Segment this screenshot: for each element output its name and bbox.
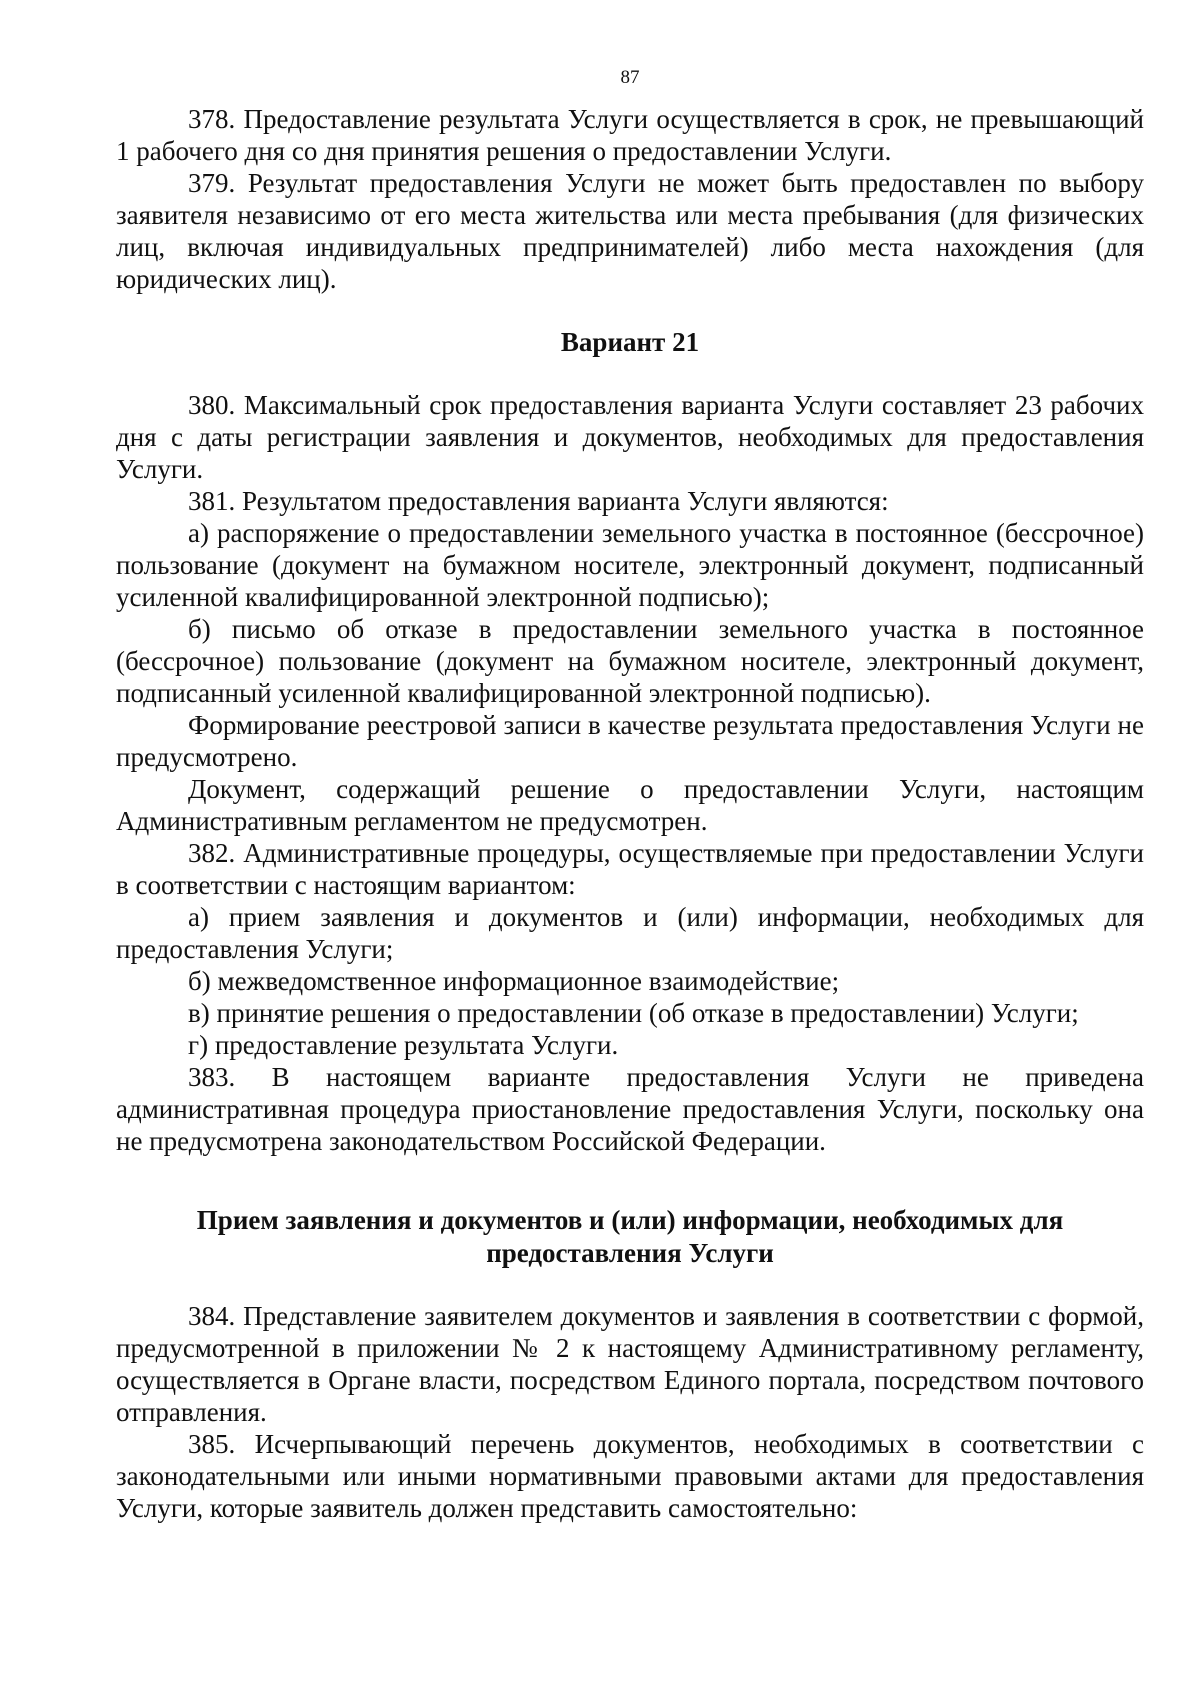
- paragraph-382-g: г) предоставление результата Услуги.: [188, 1030, 619, 1060]
- paragraph-380: 380. Максимальный срок предоставления варианта Услуги составляет 23 рабочих дня с даты регистрации заявления и документов, необходимых для предоставления Услуги.: [116, 390, 1144, 484]
- paragraph-registry-record: Формирование реестровой записи в качестве результата предоставления Услуги не предусмотрено.: [116, 710, 1144, 772]
- paragraph-382: 382. Административные процедуры, осуществляемые при предоставлении Услуги в соответствии с настоящим вариантом:: [116, 838, 1144, 900]
- heading-line-1: Прием заявления и документов и (или) информации, необходимых для: [196, 1205, 1064, 1235]
- paragraph-382-v: в) принятие решения о предоставлении (об отказе в предоставлении) Услуги;: [188, 998, 1079, 1028]
- heading-variant-21: Вариант 21: [560, 327, 700, 357]
- paragraph-383: 383. В настоящем варианте предоставления Услуги не приведена административная процедура приостановление предоставления Услуги, поскольку она не предусмотрена законодательством Российской Федерации.: [116, 1062, 1144, 1156]
- paragraph-384: 384. Представление заявителем документов и заявления в соответствии с формой, предусмотренной в приложении № 2 к настоящему Административному регламенту, осуществляется в Органе власти, посредством Единого портала, посредством почтового отправления.: [116, 1301, 1144, 1427]
- page-number: 87: [620, 67, 640, 88]
- paragraph-decision-document: Документ, содержащий решение о предоставлении Услуги, настоящим Административным регламентом не предусмотрен.: [116, 774, 1144, 836]
- paragraph-381-b: б) письмо об отказе в предоставлении земельного участка в постоянное (бессрочное) пользование (документ на бумажном носителе, электронный документ, подписанный усиленной квалифицированной электронной подписью).: [116, 614, 1144, 708]
- paragraph-382-b: б) межведомственное информационное взаимодействие;: [188, 966, 840, 996]
- paragraph-385: 385. Исчерпывающий перечень документов, необходимых в соответствии с законодательными или иными нормативными правовыми актами для предоставления Услуги, которые заявитель должен представить самостоятельно:: [116, 1429, 1144, 1523]
- heading-application-reception: [116, 1204, 1144, 1270]
- heading-line-2: предоставления Услуги: [486, 1238, 774, 1268]
- paragraph-381: 381. Результатом предоставления варианта Услуги являются:: [188, 486, 889, 516]
- paragraph-378: 378. Предоставление результата Услуги осуществляется в срок, не превышающий 1 рабочего дня со дня принятия решения о предоставлении Услуги.: [116, 104, 1144, 166]
- paragraph-379: 379. Результат предоставления Услуги не может быть предоставлен по выбору заявителя независимо от его места жительства или места пребывания (для физических лиц, включая индивидуальных предпринимателей) либо места нахождения (для юридических лиц).: [116, 168, 1144, 294]
- paragraph-381-a: а) распоряжение о предоставлении земельного участка в постоянное (бессрочное) пользование (документ на бумажном носителе, электронный документ, подписанный усиленной квалифицированной электронной подписью);: [116, 518, 1144, 612]
- paragraph-382-a: а) прием заявления и документов и (или) информации, необходимых для предоставления Услуги;: [116, 902, 1144, 964]
